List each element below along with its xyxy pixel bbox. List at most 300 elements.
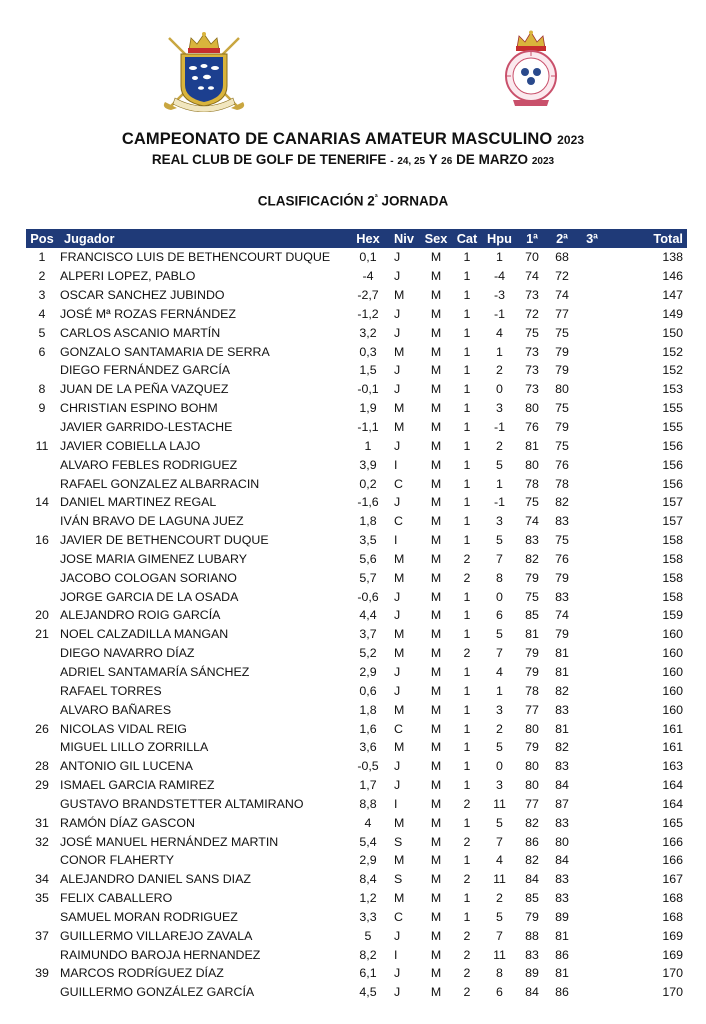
cell-hpu: 3 [496,514,503,529]
cell-hex: 6,1 [359,966,377,981]
cell-niv: J [394,382,401,397]
cell-round-3 [577,342,607,361]
table-row [26,964,687,983]
col-header-hpu[interactable]: Hpu [482,229,517,248]
col-header-pos[interactable]: Pos [26,229,58,248]
cell-round-1: 78 [525,683,539,698]
cell-hpu: 5 [496,533,503,548]
cell-round-1: 74 [525,269,539,284]
cell-total: 152 [662,363,683,378]
cell-round-1: 75 [525,325,539,340]
cell-round-1: 80 [525,457,539,472]
cell-hex: 1,6 [359,721,377,736]
cell-cat: 1 [463,853,471,868]
cell-cat: 1 [463,420,471,435]
cell-pos: 20 [35,608,49,623]
cell-round-3 [577,286,607,305]
cell-player-name: GUSTAVO BRANDSTETTER ALTAMIRANO [60,796,304,811]
cell-hex: -2,7 [357,288,379,303]
cell-niv: M [394,551,405,566]
cell-hpu: 5 [496,627,503,642]
cell-pos [26,851,58,870]
cell-round-1: 88 [525,928,539,943]
cell-player-name: JOSÉ MANUEL HERNÁNDEZ MARTIN [60,834,279,849]
cell-round-2: 84 [555,778,569,793]
cell-sex: M [430,891,442,906]
cell-hpu: 3 [496,401,503,416]
cell-round-1: 86 [525,834,539,849]
cell-player-name: RAIMUNDO BAROJA HERNANDEZ [60,947,261,962]
classification-subtitle [0,193,706,209]
cell-round-3 [577,700,607,719]
cell-cat: 1 [463,608,471,623]
col-header-niv[interactable]: Niv [388,229,420,248]
cell-total: 157 [662,514,683,529]
cell-round-3 [577,681,607,700]
cell-hpu: 6 [496,608,503,623]
cell-round-3 [577,757,607,776]
cell-pos: 34 [35,872,49,887]
cell-niv: C [394,721,403,736]
cell-sex: M [430,702,442,717]
cell-niv: J [394,928,401,943]
cell-round-1: 84 [525,985,539,1000]
cell-player-name: RAFAEL GONZALEZ ALBARRACIN [60,476,260,491]
cell-cat: 1 [463,815,471,830]
cell-round-3 [577,550,607,569]
cell-sex: M [430,476,442,491]
cell-round-3 [577,719,607,738]
cell-niv: J [394,683,401,698]
cell-cat: 1 [463,250,471,265]
cell-sex: M [430,306,442,321]
cell-hpu: -3 [493,288,506,303]
table-row [26,531,687,550]
table-row [26,436,687,455]
cell-round-3 [577,794,607,813]
col-header-sex[interactable]: Sex [420,229,452,248]
cell-hpu: 4 [496,325,503,340]
cell-hpu: 4 [496,664,503,679]
cell-total: 167 [662,872,683,887]
col-header-r3[interactable]: 3ª [577,229,607,248]
cell-pos [26,587,58,606]
cell-hex: 5,4 [359,834,377,849]
cell-sex: M [430,589,442,604]
cell-pos: 5 [38,325,46,340]
cell-hex: 1 [364,438,372,453]
cell-player-name: CONOR FLAHERTY [60,853,175,868]
cell-cat: 1 [463,476,471,491]
cell-round-1: 79 [525,664,539,679]
cell-round-1: 78 [525,476,539,491]
cell-pos [26,794,58,813]
cell-hex: 5,7 [359,570,377,585]
table-row [26,474,687,493]
cell-pos [26,512,58,531]
cell-sex: M [430,796,442,811]
cell-hpu: 5 [496,815,503,830]
cell-sex: M [430,947,442,962]
cell-round-1: 84 [525,872,539,887]
cell-round-3 [577,644,607,663]
cell-total: 158 [662,589,683,604]
cell-round-2: 89 [555,909,569,924]
cell-pos [26,418,58,437]
table-header-row [26,229,687,248]
cell-niv: J [394,966,401,981]
cell-hex: -4 [362,269,374,284]
cell-player-name: ISMAEL GARCIA RAMIREZ [60,778,215,793]
table-row [26,361,687,380]
cell-total: 156 [662,438,683,453]
cell-player-name: ALEJANDRO ROIG GARCÍA [60,608,221,623]
cell-sex: M [430,457,442,472]
title-text: CAMPEONATO DE CANARIAS AMATEUR MASCULINO [121,130,553,148]
cell-pos [26,361,58,380]
cell-hpu: 1 [496,250,503,265]
cell-pos [26,663,58,682]
table-row [26,663,687,682]
venue-dates-2: 26 [441,156,453,167]
cell-niv: J [394,306,401,321]
cell-niv: J [394,269,401,284]
cell-total: 155 [662,420,683,435]
cell-cat: 2 [463,551,471,566]
cell-round-3 [577,663,607,682]
cell-cat: 1 [463,344,471,359]
cell-total: 164 [662,796,683,811]
cell-total: 158 [662,570,683,585]
cell-niv: J [394,250,401,265]
cell-round-3 [577,493,607,512]
cell-sex: M [430,909,442,924]
cell-cat: 1 [463,702,471,717]
cell-pos: 4 [38,306,46,321]
cell-round-2: 75 [555,533,569,548]
cell-pos [26,908,58,927]
table-row [26,305,687,324]
table-row [26,568,687,587]
cell-player-name: IVÁN BRAVO DE LAGUNA JUEZ [60,514,244,529]
cell-round-2: 86 [555,985,569,1000]
cell-sex: M [430,853,442,868]
venue-dates-1: 24, 25 [397,156,426,167]
cell-hpu: 3 [496,778,503,793]
cell-round-1: 73 [525,288,539,303]
cell-round-3 [577,606,607,625]
cell-sex: M [430,815,442,830]
cell-player-name: JUAN DE LA PEÑA VAZQUEZ [60,382,229,397]
cell-cat: 1 [463,664,471,679]
cell-cat: 2 [463,928,471,943]
cell-total: 150 [662,325,683,340]
cell-player-name: JAVIER COBIELLA LAJO [60,438,201,453]
table-row [26,644,687,663]
cell-niv: J [394,778,401,793]
cell-niv: J [394,589,401,604]
cell-hpu: 1 [496,683,503,698]
cell-sex: M [430,288,442,303]
cell-round-1: 70 [525,250,539,265]
cell-round-1: 77 [525,702,539,717]
cell-hex: 1,8 [359,514,377,529]
cell-hpu: 7 [496,834,503,849]
cell-total: 155 [662,401,683,416]
cell-total: 169 [662,947,683,962]
cell-niv: M [394,420,405,435]
cell-sex: M [430,664,442,679]
cell-round-2: 82 [555,683,569,698]
cell-round-3 [577,568,607,587]
cell-niv: M [394,627,405,642]
col-header-jugador[interactable]: Jugador [58,229,348,248]
cell-round-2: 80 [555,834,569,849]
subtitle-ordinal: ª [374,193,378,202]
cell-pos [26,550,58,569]
cell-hex: -1,6 [357,495,379,510]
title-year: 2023 [557,133,585,147]
cell-niv: I [394,533,398,548]
cell-niv: S [394,872,403,887]
cell-total: 166 [662,834,683,849]
table-row [26,399,687,418]
cell-pos [26,644,58,663]
cell-cat: 1 [463,683,471,698]
cell-round-2: 79 [555,420,569,435]
cell-pos: 8 [38,382,46,397]
cell-round-2: 83 [555,702,569,717]
cell-sex: M [430,928,442,943]
cell-total: 161 [662,740,683,755]
cell-hex: 5,6 [359,551,377,566]
cell-total: 163 [662,759,683,774]
cell-player-name: NICOLAS VIDAL REIG [60,721,187,736]
cell-hpu: -4 [493,269,506,284]
cell-cat: 1 [463,457,471,472]
cell-hpu: 8 [496,570,503,585]
cell-niv: M [394,288,405,303]
cell-hex: 4,4 [359,608,377,623]
cell-pos: 28 [35,759,49,774]
cell-cat: 1 [463,306,471,321]
venue-month: DE MARZO [456,152,529,167]
cell-pos: 37 [35,928,49,943]
cell-round-3 [577,889,607,908]
cell-total: 170 [662,985,683,1000]
cell-cat: 2 [463,872,471,887]
table-row [26,380,687,399]
cell-round-1: 82 [525,815,539,830]
cell-player-name: FRANCISCO LUIS DE BETHENCOURT DUQUE [60,250,331,265]
cell-round-3 [577,455,607,474]
cell-player-name: CARLOS ASCANIO MARTÍN [60,325,221,340]
table-row [26,908,687,927]
cell-cat: 1 [463,495,471,510]
cell-hpu: 11 [493,947,506,962]
cell-player-name: ALEJANDRO DANIEL SANS DIAZ [60,872,251,887]
cell-sex: M [430,495,442,510]
cell-player-name: MARCOS RODRÍGUEZ DÍAZ [60,966,224,981]
cell-player-name: MIGUEL LILLO ZORRILLA [60,740,209,755]
table-row [26,418,687,437]
cell-round-1: 73 [525,382,539,397]
cell-hex: 3,3 [359,909,377,924]
col-header-hex[interactable]: Hex [348,229,388,248]
cell-niv: J [394,363,401,378]
cell-cat: 1 [463,382,471,397]
cell-hex: 0,6 [359,683,377,698]
cell-niv: J [394,325,401,340]
col-header-cat[interactable]: Cat [452,229,482,248]
cell-sex: M [430,551,442,566]
table-row [26,889,687,908]
real-club-golf-tenerife-logo [491,30,571,108]
cell-round-2: 84 [555,853,569,868]
table-row [26,870,687,889]
cell-hex: -0,1 [357,382,379,397]
cell-hex: 2,9 [359,853,377,868]
cell-hex: 4 [364,815,372,830]
cell-niv: J [394,985,401,1000]
cell-pos: 3 [38,288,46,303]
cell-hex: 5 [364,928,372,943]
cell-hex: 0,1 [359,250,377,265]
cell-round-2: 83 [555,589,569,604]
cell-total: 158 [662,551,683,566]
col-header-r1[interactable]: 1ª [517,229,547,248]
cell-round-3 [577,380,607,399]
cell-round-1: 76 [525,420,539,435]
cell-pos: 35 [35,891,49,906]
cell-hex: -0,5 [357,759,379,774]
cell-pos: 9 [38,401,46,416]
cell-round-2: 83 [555,872,569,887]
cell-total: 159 [662,608,683,623]
cell-pos: 21 [35,627,49,642]
cell-niv: M [394,702,405,717]
cell-round-2: 75 [555,438,569,453]
cell-player-name: GUILLERMO GONZÁLEZ GARCÍA [60,985,255,1000]
cell-hex: 2,9 [359,664,377,679]
cell-niv: M [394,740,405,755]
cell-round-3 [577,625,607,644]
cell-round-3 [577,945,607,964]
cell-player-name: DANIEL MARTINEZ REGAL [60,495,217,510]
cell-round-2: 81 [555,928,569,943]
cell-pos: 2 [38,269,46,284]
cell-round-2: 83 [555,759,569,774]
subtitle-text: CLASIFICACIÓN 2 [257,193,375,209]
venue-year: 2023 [531,156,555,167]
cell-total: 160 [662,627,683,642]
table-row [26,248,687,267]
cell-total: 164 [662,778,683,793]
cell-hpu: 2 [496,721,503,736]
cell-player-name: JOSÉ Mª ROZAS FERNÁNDEZ [60,306,237,321]
cell-round-2: 81 [555,664,569,679]
table-row [26,512,687,531]
cell-round-2: 86 [555,947,569,962]
cell-sex: M [430,834,442,849]
cell-total: 169 [662,928,683,943]
cell-sex: M [430,570,442,585]
cell-hex: -0,6 [357,589,379,604]
cell-total: 152 [662,344,683,359]
cell-hpu: 0 [496,759,503,774]
cell-cat: 2 [463,646,471,661]
cell-hpu: 5 [496,740,503,755]
cell-player-name: ALVARO BAÑARES [60,702,172,717]
cell-total: 158 [662,533,683,548]
table-row [26,776,687,795]
cell-sex: M [430,420,442,435]
col-header-total[interactable]: Total [607,229,687,248]
cell-player-name: RAFAEL TORRES [60,683,162,698]
cell-round-1: 85 [525,891,539,906]
cell-niv: I [394,947,398,962]
cell-player-name: ANTONIO GIL LUCENA [60,759,193,774]
cell-hpu: 2 [496,438,503,453]
cell-player-name: NOEL CALZADILLA MANGAN [60,627,229,642]
cell-round-3 [577,587,607,606]
cell-hex: 3,6 [359,740,377,755]
cell-total: 168 [662,909,683,924]
cell-total: 160 [662,683,683,698]
cell-round-2: 75 [555,325,569,340]
cell-hpu: 0 [496,589,503,604]
cell-sex: M [430,325,442,340]
cell-niv: J [394,438,401,453]
cell-total: 166 [662,853,683,868]
cell-round-2: 79 [555,344,569,359]
cell-pos: 26 [35,721,49,736]
cell-hpu: 3 [496,702,503,717]
cell-round-1: 73 [525,363,539,378]
cell-round-3 [577,738,607,757]
table-row [26,926,687,945]
cell-player-name: RAMÓN DÍAZ GASCON [60,815,195,830]
cell-round-2: 79 [555,627,569,642]
cell-sex: M [430,382,442,397]
cell-round-1: 80 [525,778,539,793]
cell-round-2: 72 [555,269,569,284]
cell-player-name: JORGE GARCIA DE LA OSADA [60,589,239,604]
cell-round-1: 73 [525,344,539,359]
col-header-r2[interactable]: 2ª [547,229,577,248]
cell-round-3 [577,305,607,324]
cell-round-1: 72 [525,306,539,321]
cell-player-name: JOSE MARIA GIMENEZ LUBARY [60,551,248,566]
cell-player-name: JAVIER GARRIDO-LESTACHE [60,420,233,435]
cell-player-name: CHRISTIAN ESPINO BOHM [60,401,218,416]
cell-hpu: 2 [496,891,503,906]
table-row [26,832,687,851]
cell-round-2: 78 [555,476,569,491]
table-row [26,681,687,700]
cell-sex: M [430,778,442,793]
cell-round-1: 79 [525,909,539,924]
table-row [26,493,687,512]
cell-round-1: 79 [525,646,539,661]
cell-total: 153 [662,382,683,397]
table-row [26,851,687,870]
cell-hex: 3,7 [359,627,377,642]
cell-pos: 32 [35,834,49,849]
cell-niv: C [394,909,403,924]
cell-round-3 [577,776,607,795]
cell-niv: S [394,834,403,849]
